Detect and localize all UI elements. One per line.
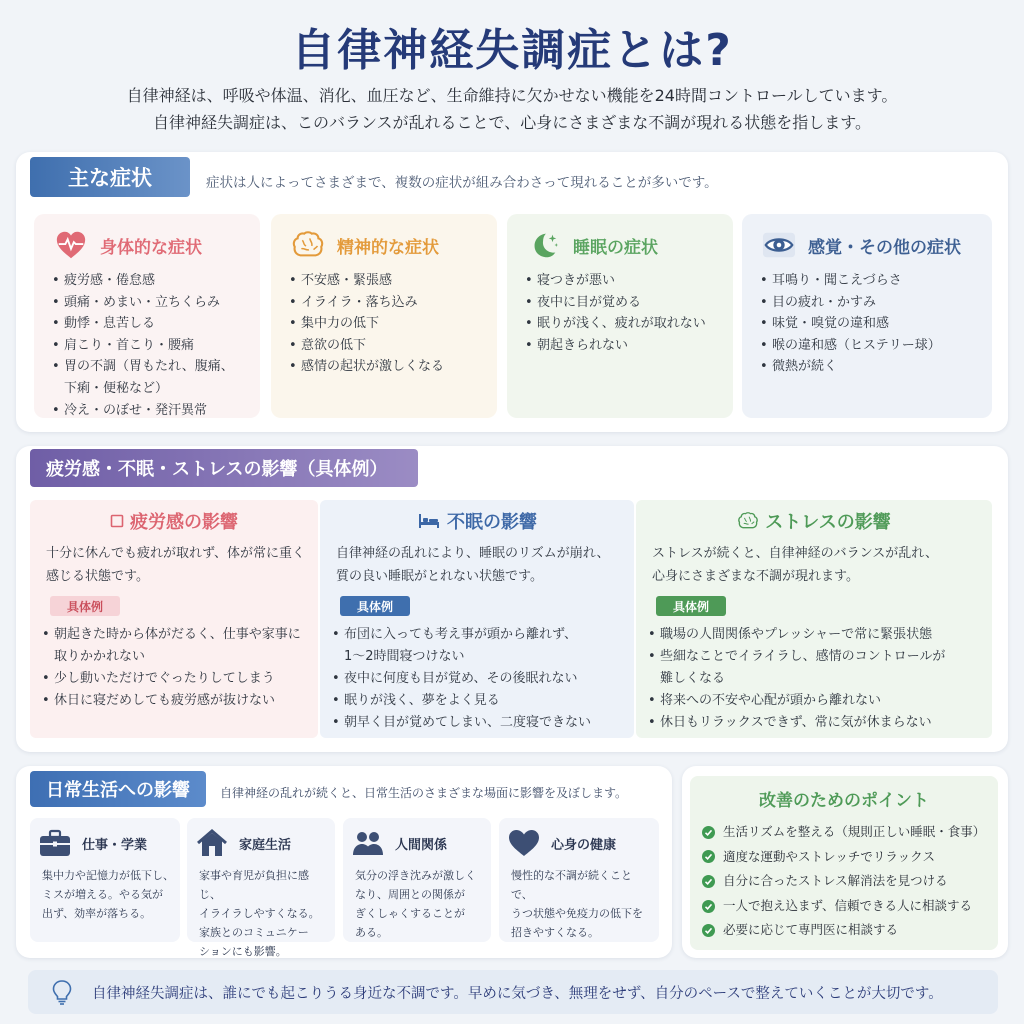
symptom-card-header	[52, 228, 254, 262]
symptom-list	[760, 270, 982, 378]
lightbulb-icon	[50, 978, 74, 1006]
description-line: 慢性的な不調が続くことで、	[511, 869, 632, 901]
daily-card	[499, 818, 659, 942]
symptom-card-header	[525, 228, 727, 262]
heart-pulse-icon	[52, 228, 90, 262]
list-item: • 耳鳴り・聞こえづらさ	[760, 270, 982, 292]
briefcase-icon	[38, 828, 72, 858]
description-line: ストレスが続くと、自律神経のバランスが乱れ、	[652, 546, 939, 561]
symptom-card	[271, 214, 497, 418]
daily-card-header	[195, 826, 331, 860]
effect-title: ストレスの影響	[765, 512, 891, 533]
description-line: 十分に休んでも疲れが取れず、体が常に重く	[46, 546, 305, 561]
list-item: 難しくなる	[660, 671, 726, 686]
daily-card-title: 心身の健康	[551, 837, 617, 853]
daily-card-header	[351, 826, 487, 860]
symptoms-tag: 主な症状	[30, 157, 190, 197]
list-item: • 朝早く目が覚めてしまい、二度寝できない	[332, 712, 624, 734]
effect-column	[636, 500, 992, 738]
point-item	[702, 820, 992, 845]
description-line: うつ状態や免疫力の低下を	[511, 907, 643, 920]
check-circle-icon	[702, 875, 715, 888]
effects-tag: 疲労感・不眠・ストレスの影響（具体例）	[30, 449, 418, 487]
daily-tag: 日常生活への影響	[30, 771, 206, 807]
symptom-card	[507, 214, 733, 418]
brain-icon	[289, 228, 327, 262]
description-line: 家事や育児が負担に感じ、	[199, 869, 309, 901]
list-item: • 味覚・嗅覚の違和感	[760, 313, 982, 335]
effect-column	[320, 500, 634, 738]
point-item	[702, 845, 992, 870]
list-item: • 寝つきが悪い	[525, 270, 723, 292]
daily-card	[187, 818, 335, 958]
point-item	[702, 894, 992, 919]
list-item: • 夜中に何度も目が覚め、その後眠れない	[332, 668, 624, 690]
list-item: • 疲労感・倦怠感	[52, 270, 250, 292]
daily-card-title: 家庭生活	[239, 837, 292, 853]
eye-icon	[760, 228, 798, 262]
footer-text: 自律神経失調症は、誰にでも起こりうる身近な不調です。早めに気づき、無理をせず、自分のペースで整えていくことが大切です。	[92, 985, 943, 1002]
daily-card-description	[511, 866, 653, 942]
check-circle-icon	[702, 826, 715, 839]
daily-card	[343, 818, 491, 942]
daily-card-title: 人間関係	[395, 837, 448, 853]
symptom-card-title: 睡眠の症状	[573, 237, 658, 258]
symptom-card-header	[760, 228, 986, 262]
list-item: • 将来への不安や心配が頭から離れない	[648, 690, 982, 712]
symptom-card	[742, 214, 992, 418]
intro-line: 自律神経は、呼吸や体温、消化、血圧など、生命維持に欠かせない機能を24時間コントロールしています。	[126, 86, 898, 105]
daily-card-title: 仕事・学業	[82, 837, 148, 853]
heart-icon	[507, 828, 541, 858]
daily-card-description	[42, 866, 174, 923]
symptom-card	[34, 214, 260, 418]
point-text: 一人で抱え込まず、信頼できる人に相談する	[723, 897, 973, 913]
list-item: • 動悸・息苦しる	[52, 313, 250, 335]
points-list	[702, 820, 992, 943]
effect-header	[320, 506, 634, 536]
effect-title: 疲労感の影響	[130, 512, 238, 533]
list-item: • 微熱が続く	[760, 356, 982, 378]
list-item: • 肩こり・首こり・腰痛	[52, 335, 250, 357]
list-item: • 眠りが浅く、夢をよく見る	[332, 690, 624, 712]
list-item: • 喉の違和感（ヒステリー球）	[760, 335, 982, 357]
point-item	[702, 918, 992, 943]
effect-header	[636, 506, 992, 536]
symptom-card-header	[289, 228, 491, 262]
example-list	[648, 624, 982, 734]
check-circle-icon	[702, 900, 715, 913]
list-item: • 冷え・のぼせ・発汗異常	[52, 400, 250, 422]
daily-card	[30, 818, 180, 942]
description-line: ある。	[355, 926, 388, 939]
daily-card-description	[355, 866, 485, 942]
description-line: ションにも影響。	[199, 945, 287, 958]
page-title: 自律神経失調症とは?	[291, 25, 733, 76]
description-line: 集中力や記憶力が低下し、	[42, 869, 174, 882]
example-list	[42, 624, 308, 712]
description-line: 感じる状態です。	[46, 569, 149, 584]
description-line: 招きやすくなる。	[511, 926, 599, 939]
list-item: 下痢・便秘など）	[64, 380, 169, 396]
symptom-list	[52, 270, 250, 421]
list-item: • 休日もリラックスできず、常に気が休まらない	[648, 712, 982, 734]
point-text: 自分に合ったストレス解消法を見つける	[723, 873, 948, 889]
description-line: 心身にさまざまな不調が現れます。	[652, 569, 859, 584]
effect-description	[46, 542, 306, 588]
intro-line: 自律神経失調症は、このバランスが乱れることで、心身にさまざまな不調が現れる状態を指します。	[153, 113, 871, 132]
list-item: • 胃の不調（胃もたれ、腹痛、	[52, 356, 250, 378]
effect-description	[652, 542, 980, 588]
description-line: ミスが増える。やる気が	[42, 888, 163, 901]
points-title: 改善のためのポイント	[759, 791, 929, 811]
list-item: • 朝起きた時から体がだるく、仕事や家事に	[42, 624, 308, 646]
description-line: ぎくしゃくすることが	[355, 907, 465, 920]
effect-header	[30, 506, 318, 536]
daily-card-description	[199, 866, 329, 961]
point-text: 生活リズムを整える（規則正しい睡眠・食事）	[723, 824, 986, 839]
moon-stars-icon	[525, 228, 563, 262]
list-item: • 感情の起状が激しくなる	[289, 356, 487, 378]
effect-title: 不眠の影響	[447, 512, 537, 533]
list-item: • 些細なことでイライラし、感情のコントロールが	[648, 646, 982, 668]
effect-description	[336, 542, 622, 588]
bed-icon	[417, 512, 441, 530]
description-line: 出ず、効率が落ちる。	[42, 907, 152, 920]
description-line: 自律神経の乱れにより、睡眠のリズムが崩れ、	[336, 546, 610, 561]
description-line: イライラしやすくなる。	[199, 907, 320, 920]
daily-note: 自律神経の乱れが続くと、日常生活のさまざまな場面に影響を及ぼします。	[220, 786, 628, 800]
description-line: なり、周囲との関係が	[355, 888, 465, 901]
description-line: 家族とのコミュニケー	[199, 926, 309, 939]
list-item: • 布団に入っても考え事が頭から離れず、	[332, 624, 624, 646]
list-item: • 眠りが浅く、疲れが取れない	[525, 313, 723, 335]
symptoms-note: 症状は人によってさまざまで、複数の症状が組み合わさって現れることが多いです。	[206, 175, 718, 191]
effect-column	[30, 500, 318, 738]
point-text: 適度な運動やストレッチでリラックス	[723, 848, 936, 864]
example-list	[332, 624, 624, 734]
symptom-list	[525, 270, 723, 356]
check-circle-icon	[702, 924, 715, 937]
description-line: 質の良い睡眠がとれない状態です。	[336, 569, 543, 584]
house-icon	[195, 828, 229, 858]
symptom-list	[289, 270, 487, 378]
point-text: 必要に応じて専門医に相談する	[723, 922, 899, 938]
brain-icon	[737, 510, 759, 532]
symptom-card-title: 身体的な症状	[100, 237, 202, 258]
list-item: • 少し動いただけでぐったりしてしまう	[42, 668, 308, 690]
daily-card-header	[38, 826, 176, 860]
example-label: 具体例	[340, 596, 410, 616]
example-label: 具体例	[50, 596, 120, 616]
footer-banner	[28, 970, 998, 1014]
list-item: • 夜中に目が覚める	[525, 292, 723, 314]
check-circle-icon	[702, 850, 715, 863]
example-label: 具体例	[656, 596, 726, 616]
list-item: • 目の疲れ・かすみ	[760, 292, 982, 314]
square-icon	[110, 514, 124, 528]
list-item: • 意欲の低下	[289, 335, 487, 357]
people-icon	[351, 828, 385, 858]
list-item: • イライラ・落ち込み	[289, 292, 487, 314]
list-item: 1〜2時間寝つけない	[344, 649, 465, 664]
intro-text	[0, 82, 1024, 136]
list-item: • 朝起きられない	[525, 335, 723, 357]
list-item: • 職場の人間関係やプレッシャーで常に緊張状態	[648, 624, 982, 646]
list-item: • 頭痛・めまい・立ちくらみ	[52, 292, 250, 314]
list-item: • 休日に寝だめしても疲労感が抜けない	[42, 690, 308, 712]
point-item	[702, 869, 992, 894]
symptom-card-title: 精神的な症状	[337, 237, 439, 258]
list-item: • 不安感・緊張感	[289, 270, 487, 292]
symptom-card-title: 感覚・その他の症状	[808, 237, 961, 258]
list-item: 取りかかれない	[54, 649, 146, 664]
description-line: 気分の浮き沈みが激しく	[355, 869, 476, 882]
daily-card-header	[507, 826, 655, 860]
list-item: • 集中力の低下	[289, 313, 487, 335]
